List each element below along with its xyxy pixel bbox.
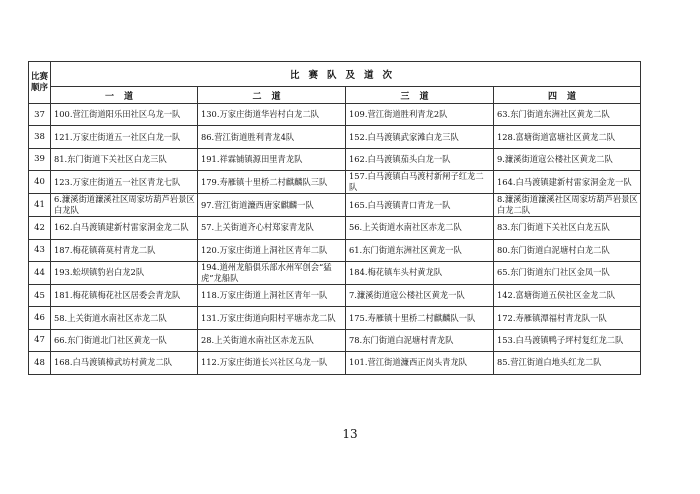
lane-2-team: 118.万家庄街道上洞社区青年一队 [198, 284, 346, 306]
lane-3-team: 157.白马渡镇白马渡村新闸子红龙二队 [346, 171, 494, 194]
table-row [29, 148, 641, 170]
race-order-cell: 45 [29, 284, 51, 306]
lane-4-team: 85.营江街道白地头红龙二队 [494, 352, 641, 374]
lane-1-team: 187.梅花镇蒋莫村青龙二队 [51, 239, 198, 261]
lane-3-team: 7.濂溪街道寇公楼社区黄龙一队 [346, 284, 494, 306]
lane-3-team: 184.梅花镇车头村黄龙队 [346, 261, 494, 284]
race-order-cell: 44 [29, 261, 51, 284]
lane-1-team: 162.白马渡镇建新村雷家洞金龙二队 [51, 217, 198, 239]
race-order-cell: 38 [29, 126, 51, 148]
lane-2-team: 57.上关街道齐心村郑家青龙队 [198, 217, 346, 239]
lane-3-team: 162.白马渡镇茄头白龙一队 [346, 148, 494, 170]
lane-4-label: 四道 [548, 91, 587, 102]
race-order-cell: 48 [29, 352, 51, 374]
race-order-cell: 39 [29, 148, 51, 170]
race-schedule-table [28, 61, 641, 375]
race-order-cell: 46 [29, 307, 51, 329]
race-order-cell: 42 [29, 217, 51, 239]
lane-4-team: 9.濂溪街道寇公楼社区黄龙二队 [494, 148, 641, 170]
table-row [29, 194, 641, 217]
lane-1-team: 6.濂溪街道濂溪社区周家坊葫芦岩景区白龙队 [51, 194, 198, 217]
race-order-header [29, 62, 51, 104]
lane-3-label: 三道 [400, 91, 439, 102]
table-row [29, 217, 641, 239]
lane-2-header [198, 87, 346, 104]
lane-4-team: 80.东门街道白泥塘村白龙二队 [494, 239, 641, 261]
lane-4-team: 164.白马渡镇建新村雷家洞金龙一队 [494, 171, 641, 194]
lane-2-team: 131.万家庄街道向阳村平塘赤龙二队 [198, 307, 346, 329]
lane-1-team: 168.白马渡镇樟武坊村黄龙二队 [51, 352, 198, 374]
lane-4-team: 172.寿雁镇潭福村青龙队一队 [494, 307, 641, 329]
lane-1-label: 一道 [104, 91, 143, 102]
lane-2-team: 97.营江街道濂西唐家麒麟一队 [198, 194, 346, 217]
teams-and-lanes-label: 比赛队及道次 [290, 70, 402, 81]
lane-1-team: 100.营江街道阳乐田社区乌龙一队 [51, 104, 198, 126]
lane-3-team: 175.寿雁镇十里桥二村麒麟队一队 [346, 307, 494, 329]
race-order-cell: 37 [29, 104, 51, 126]
lane-3-team: 152.白马渡镇武家滩白龙三队 [346, 126, 494, 148]
lane-1-header [51, 87, 198, 104]
lane-4-header [494, 87, 641, 104]
table-row [29, 329, 641, 351]
table-row [29, 307, 641, 329]
table-row [29, 126, 641, 148]
lane-1-team: 123.万家庄街道五一社区青龙七队 [51, 171, 198, 194]
lane-3-team: 109.营江街道胜利青龙2队 [346, 104, 494, 126]
lane-2-team: 194.道州龙船俱乐部水州军创会“猛虎”龙船队 [198, 261, 346, 284]
lane-1-team: 58.上关街道水南社区赤龙二队 [51, 307, 198, 329]
race-order-cell: 40 [29, 171, 51, 194]
race-order-cell: 41 [29, 194, 51, 217]
lane-4-team: 83.东门街道下关社区白龙五队 [494, 217, 641, 239]
lane-2-label: 二道 [252, 91, 291, 102]
table-row [29, 104, 641, 126]
lane-3-team: 61.东门街道东洲社区黄龙一队 [346, 239, 494, 261]
lane-3-team: 56.上关街道水南社区赤龙二队 [346, 217, 494, 239]
lane-4-team: 142.富塘街道五侯社区金龙二队 [494, 284, 641, 306]
lane-4-team: 8.濂溪街道濂溪社区周家坊葫芦岩景区白龙二队 [494, 194, 641, 217]
lane-1-team: 66.东门街道北门社区黄龙一队 [51, 329, 198, 351]
lane-2-team: 120.万家庄街道上洞社区青年二队 [198, 239, 346, 261]
lane-2-team: 28.上关街道水南社区赤龙五队 [198, 329, 346, 351]
lane-3-team: 165.白马渡镇青口青龙一队 [346, 194, 494, 217]
lane-2-team: 179.寿雁镇十里桥二村麒麟队三队 [198, 171, 346, 194]
race-order-cell: 43 [29, 239, 51, 261]
lane-4-team: 65.东门街道东门社区金凤一队 [494, 261, 641, 284]
table-row [29, 352, 641, 374]
table-row [29, 239, 641, 261]
lane-2-team: 130.万家庄街道华岩村白龙二队 [198, 104, 346, 126]
lane-1-team: 81.东门街道下关社区白龙三队 [51, 148, 198, 170]
lane-1-team: 193.蚣坝镇豹岩白龙2队 [51, 261, 198, 284]
table-row [29, 284, 641, 306]
lane-1-team: 181.梅花镇梅花社区居委会青龙队 [51, 284, 198, 306]
page-number: 13 [342, 427, 358, 441]
race-order-label: 比赛 顺序 [30, 71, 48, 93]
lane-3-header [346, 87, 494, 104]
lane-4-team: 153.白马渡镇鸭子坪村复红龙二队 [494, 329, 641, 351]
lane-3-team: 78.东门街道白泥塘村青龙队 [346, 329, 494, 351]
table-row [29, 261, 641, 284]
lane-4-team: 128.富塘街道富塘社区黄龙二队 [494, 126, 641, 148]
teams-and-lanes-header [51, 62, 641, 87]
lane-3-team: 101.营江街道濂西正岗头青龙队 [346, 352, 494, 374]
table-row [29, 171, 641, 194]
lane-1-team: 121.万家庄街道五一社区白龙一队 [51, 126, 198, 148]
lane-4-team: 63.东门街道东洲社区黄龙二队 [494, 104, 641, 126]
lane-2-team: 112.万家庄街道长兴社区乌龙一队 [198, 352, 346, 374]
lane-2-team: 191.祥霖铺镇源田里青龙队 [198, 148, 346, 170]
race-order-cell: 47 [29, 329, 51, 351]
lane-2-team: 86.营江街道胜利青龙4队 [198, 126, 346, 148]
